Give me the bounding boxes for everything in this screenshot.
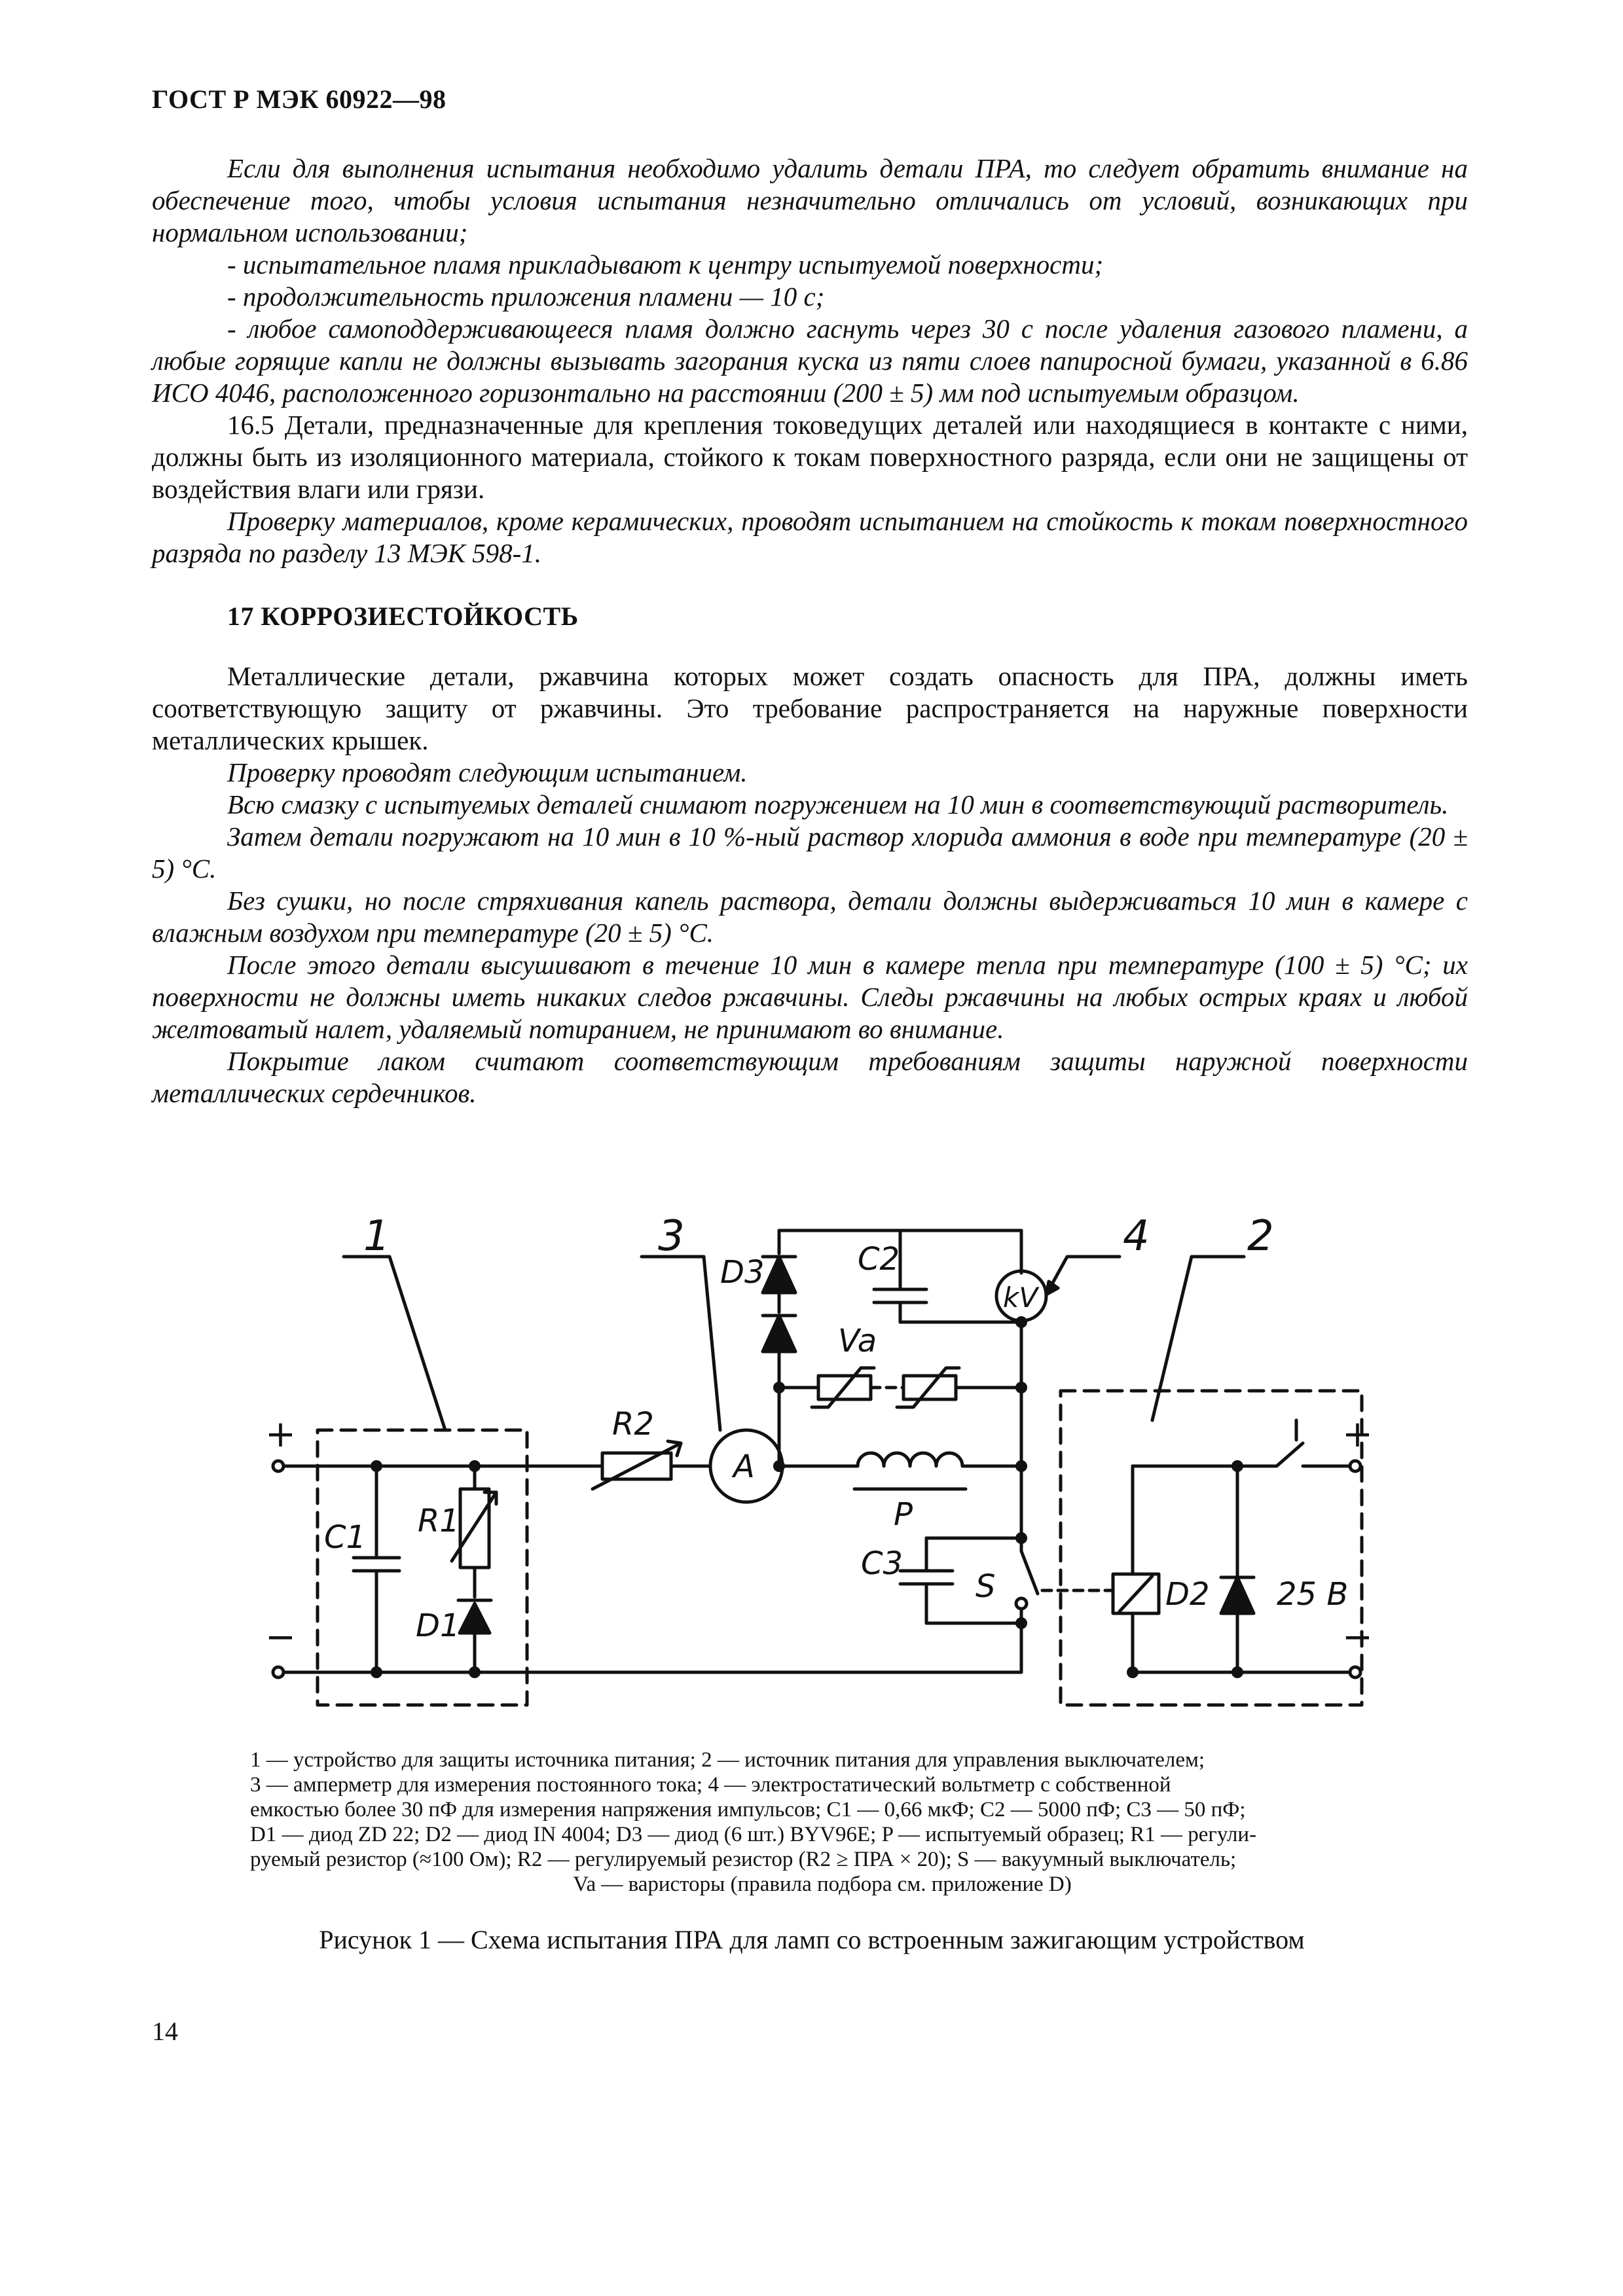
label-r2: R2 xyxy=(612,1406,654,1443)
label-s: S xyxy=(976,1568,996,1605)
label-r1: R1 xyxy=(418,1503,460,1539)
section-17-requirement: Металлические детали, ржавчина которых может создать опасность для ПРА, должны иметь соответствующую защиту от ржавчины. Это требование распространяется на наружные поверхности металлических крышек. xyxy=(152,661,1468,755)
d3-diode-upper xyxy=(763,1257,795,1293)
supply-plus-terminal xyxy=(1350,1461,1360,1471)
section-17-lacquer: Покрытие лаком считают соответствующим требованиям защиты наружной поверхности металлических сердечников. xyxy=(152,1046,1468,1108)
label-n3: 3 xyxy=(658,1212,685,1261)
label-supply-minus: − xyxy=(1342,1616,1373,1659)
input-minus-terminal xyxy=(273,1667,283,1677)
legend-line-4: D1 — диод ZD 22; D2 — диод IN 4004; D3 — диод (6 шт.) BYV96E; P — испытуемый образец; R1 — регули- xyxy=(250,1823,1257,1846)
label-n1: 1 xyxy=(363,1212,390,1261)
legend-line-3: емкостью более 30 пФ для измерения напряжения импульсов; C1 — 0,66 мкФ; C2 — 5000 пФ; C3 — 50 пФ; xyxy=(250,1798,1246,1821)
section-17-dry: После этого детали высушивают в течение 10 мин в камере тепла при температуре (100 ± 5) °С; их поверхности не должны иметь никаких следов ржавчины. Следы ржавчины на любых острых краях и любой желтоватый налет, удаляемый потиранием, не принимают во внимание. xyxy=(152,950,1468,1044)
section-17-title: 17 КОРРОЗИЕСТОЙКОСТЬ xyxy=(227,601,579,631)
label-input-minus: − xyxy=(265,1616,296,1659)
label-n4: 4 xyxy=(1123,1212,1150,1261)
body-text xyxy=(152,152,1468,1109)
legend-line-6: Va — варисторы (правила подбора см. приложение D) xyxy=(573,1873,1072,1896)
label-kv: kV xyxy=(1003,1282,1038,1314)
label-input-plus: + xyxy=(265,1413,296,1456)
label-c2: C2 xyxy=(858,1241,900,1278)
label-d3: D3 xyxy=(720,1254,765,1291)
power-supply-box xyxy=(1061,1391,1362,1705)
label-ammeter: A xyxy=(733,1448,755,1485)
section-17-degrease: Всю смазку с испытуемых деталей снимают погружением на 10 мин в соответствующий растворитель. xyxy=(227,789,1449,819)
section-17-test-intro: Проверку проводят следующим испытанием. xyxy=(227,757,748,787)
label-p: P xyxy=(894,1496,913,1533)
clause-16-5-check: Проверку материалов, кроме керамических, проводят испытанием на стойкость к токам поверхностного разряда по разделу 13 МЭК 598-1. xyxy=(152,506,1468,568)
bullet-self-extinguish: - любое самоподдерживающееся пламя должно гаснуть через 30 с после удаления газового пламени, а любые горящие капли не должны вызывать загорания куска из пяти слоев папиросной бумаги, указанной в 6.86 ИСО 4046, расположенного горизонтально на расстоянии (200 ± 5) мм под испытуемым образцом. xyxy=(152,314,1468,408)
section-17-immerse: Затем детали погружают на 10 мин в 10 %-ный раствор хлорида аммония в воде при температуре (20 ± 5) °С. xyxy=(152,821,1468,884)
d2-diode xyxy=(1221,1577,1254,1613)
bullet-flame-center: - испытательное пламя прикладывают к центру испытуемой поверхности; xyxy=(227,249,1104,279)
d3-diode-lower xyxy=(763,1316,795,1352)
label-d2: D2 xyxy=(1165,1576,1210,1613)
intro-paragraph: Если для выполнения испытания необходимо удалить детали ПРА, то следует обратить внимание на обеспечение того, чтобы условия испытания незначительно отличались от условий, возникающих при нормальном использовании; xyxy=(152,153,1468,247)
legend-line-2: 3 — амперметр для измерения постоянного тока; 4 — электростатический вольтметр с собственной xyxy=(250,1773,1171,1797)
section-17-humid: Без сушки, но после стряхивания капель раствора, детали должны выдерживаться 10 мин в камере с влажным воздухом при температуре (20 ± 5) °С. xyxy=(152,886,1468,948)
test-sample-inductor xyxy=(858,1453,962,1466)
d1-diode xyxy=(460,1604,490,1633)
label-c1: C1 xyxy=(324,1519,367,1556)
circuit-diagram xyxy=(249,1204,1375,1721)
document-header: ГОСТ Р МЭК 60922—98 xyxy=(152,84,447,114)
clause-16-5: 16.5 Детали, предназначенные для крепления токоведущих деталей или находящиеся в контакте с ними, должны быть из изоляционного материала, стойкого к токам поверхностного разряда, если они не защищены от воздействия влаги или грязи. xyxy=(152,410,1468,504)
legend-line-1: 1 — устройство для защиты источника питания; 2 — источник питания для управления выключателем; xyxy=(250,1748,1205,1772)
label-25v: 25 В xyxy=(1277,1576,1349,1613)
input-plus-terminal xyxy=(273,1461,283,1471)
legend-line-5: руемый резистор (≈100 Ом); R2 — регулируемый резистор (R2 ≥ ПРА × 20); S — вакуумный выключатель; xyxy=(250,1848,1237,1871)
supply-minus-terminal xyxy=(1350,1667,1360,1677)
label-d1: D1 xyxy=(416,1607,460,1644)
figure-caption: Рисунок 1 — Схема испытания ПРА для ламп со встроенным зажигающим устройством xyxy=(319,1925,1305,1954)
protection-device-box xyxy=(318,1430,527,1705)
page-number: 14 xyxy=(152,2017,178,2046)
label-n2: 2 xyxy=(1247,1212,1274,1261)
label-supply-plus: + xyxy=(1342,1413,1373,1456)
label-va: Va xyxy=(838,1323,877,1359)
label-c3: C3 xyxy=(861,1545,903,1582)
bullet-flame-duration: - продолжительность приложения пламени — 10 с; xyxy=(227,281,825,312)
figure-legend xyxy=(250,1748,1395,1897)
